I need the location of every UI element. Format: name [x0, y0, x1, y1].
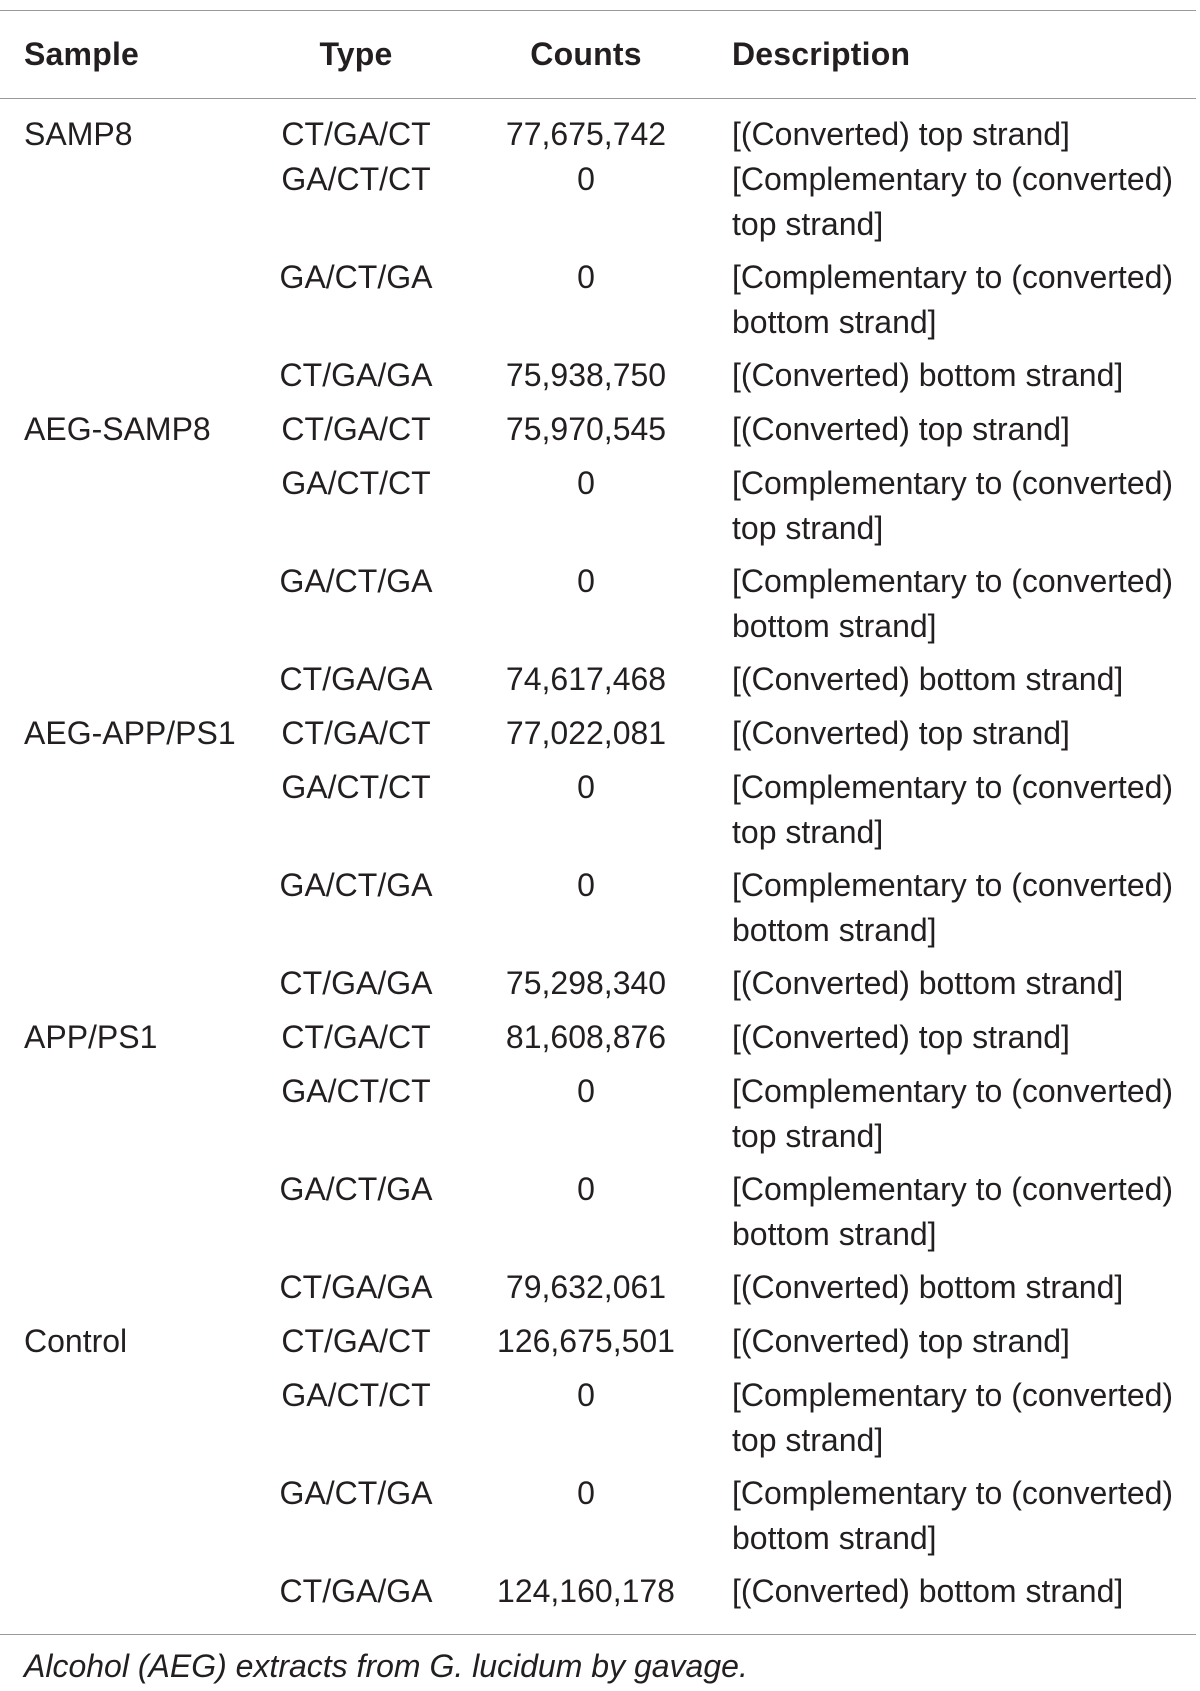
cell-sample: [0, 157, 262, 255]
header-counts: Counts: [530, 36, 642, 72]
cell-counts: 81,608,876: [505, 1019, 667, 1055]
table-header-row: [0, 11, 1196, 98]
cell-sample: [0, 657, 262, 711]
cell-description: [Complementary to (converted) top strand]: [732, 769, 1174, 850]
cell-type: GA/CT/CT: [281, 1073, 431, 1109]
cell-type: CT/GA/CT: [281, 715, 431, 751]
cell-sample: [0, 1373, 262, 1471]
data-table: [0, 11, 1196, 1623]
cell-description: [Complementary to (converted) top strand]: [732, 1377, 1174, 1458]
cell-type: CT/GA/CT: [281, 1019, 431, 1055]
cell-counts: 0: [577, 769, 595, 805]
cell-description: [Complementary to (converted) bottom strand]: [732, 563, 1174, 644]
table-row: [0, 1319, 1196, 1373]
cell-type: CT/GA/CT: [281, 1323, 431, 1359]
cell-sample: AEG-APP/PS1: [24, 715, 236, 751]
cell-counts: 0: [577, 1475, 595, 1511]
cell-counts: 0: [577, 161, 595, 197]
table-row: [0, 255, 1196, 353]
cell-description: [Complementary to (converted) bottom strand]: [732, 867, 1174, 948]
cell-description: [Complementary to (converted) top strand]: [732, 465, 1174, 546]
cell-type: CT/GA/CT: [281, 116, 431, 152]
cell-description: [(Converted) top strand]: [732, 1323, 1070, 1359]
cell-type: CT/GA/GA: [279, 965, 433, 1001]
cell-sample: [0, 255, 262, 353]
cell-description: [(Converted) bottom strand]: [732, 1269, 1124, 1305]
cell-type: GA/CT/GA: [279, 259, 433, 295]
cell-type: GA/CT/GA: [279, 1171, 433, 1207]
cell-description: [Complementary to (converted) bottom strand]: [732, 1171, 1174, 1252]
cell-description: [Complementary to (converted) top strand]: [732, 161, 1174, 242]
cell-description: [(Converted) bottom strand]: [732, 357, 1124, 393]
table-row: [0, 1471, 1196, 1569]
table-row: [0, 1069, 1196, 1167]
table-row: [0, 711, 1196, 765]
table-row: [0, 98, 1196, 157]
cell-type: GA/CT/CT: [281, 161, 431, 197]
cell-sample: [0, 863, 262, 961]
cell-sample: [0, 1471, 262, 1569]
cell-sample: [0, 1069, 262, 1167]
cell-counts: 0: [577, 867, 595, 903]
cell-counts: 0: [577, 259, 595, 295]
header-sample: Sample: [24, 36, 140, 72]
cell-description: [(Converted) bottom strand]: [732, 1573, 1124, 1609]
cell-description: [Complementary to (converted) bottom strand]: [732, 259, 1174, 340]
cell-type: CT/GA/GA: [279, 1269, 433, 1305]
cell-description: [(Converted) bottom strand]: [732, 661, 1124, 697]
table-row: [0, 765, 1196, 863]
cell-sample: [0, 1167, 262, 1265]
table-row: [0, 1569, 1196, 1623]
cell-sample: APP/PS1: [24, 1019, 158, 1055]
table-row: [0, 157, 1196, 255]
cell-sample: [0, 461, 262, 559]
header-type: Type: [319, 36, 393, 72]
table-row: [0, 1167, 1196, 1265]
cell-counts: 0: [577, 1073, 595, 1109]
cell-type: GA/CT/GA: [279, 1475, 433, 1511]
cell-description: [(Converted) bottom strand]: [732, 965, 1124, 1001]
cell-counts: 0: [577, 1171, 595, 1207]
cell-description: [Complementary to (converted) top strand]: [732, 1073, 1174, 1154]
cell-description: [(Converted) top strand]: [732, 1019, 1070, 1055]
cell-type: CT/GA/CT: [281, 411, 431, 447]
cell-counts: 74,617,468: [505, 661, 667, 697]
cell-type: GA/CT/CT: [281, 1377, 431, 1413]
cell-counts: 0: [577, 1377, 595, 1413]
cell-type: CT/GA/GA: [279, 661, 433, 697]
cell-type: GA/CT/CT: [281, 465, 431, 501]
cell-type: CT/GA/GA: [279, 357, 433, 393]
cell-type: GA/CT/GA: [279, 867, 433, 903]
table-row: [0, 1015, 1196, 1069]
cell-type: CT/GA/GA: [279, 1573, 433, 1609]
cell-sample: SAMP8: [24, 116, 133, 152]
cell-sample: [0, 765, 262, 863]
cell-sample: [0, 961, 262, 1015]
cell-description: [(Converted) top strand]: [732, 116, 1070, 152]
cell-counts: 75,938,750: [505, 357, 667, 393]
table-row: [0, 559, 1196, 657]
table-bottom-rule: [0, 1634, 1196, 1635]
cell-counts: 77,675,742: [505, 116, 667, 152]
cell-sample: [0, 559, 262, 657]
cell-description: [(Converted) top strand]: [732, 715, 1070, 751]
cell-counts: 77,022,081: [505, 715, 667, 751]
table-row: [0, 657, 1196, 711]
table-row: [0, 461, 1196, 559]
cell-counts: 126,675,501: [497, 1323, 675, 1359]
cell-sample: [0, 1265, 262, 1319]
table-row: [0, 1265, 1196, 1319]
cell-type: GA/CT/GA: [279, 563, 433, 599]
cell-description: [Complementary to (converted) bottom strand]: [732, 1475, 1174, 1556]
table-row: [0, 961, 1196, 1015]
cell-counts: 124,160,178: [497, 1573, 675, 1609]
table-row: [0, 353, 1196, 407]
cell-counts: 0: [577, 563, 595, 599]
table-row: [0, 1373, 1196, 1471]
cell-counts: 0: [577, 465, 595, 501]
table-row: [0, 407, 1196, 461]
cell-counts: 75,970,545: [505, 411, 667, 447]
table-footnote: Alcohol (AEG) extracts from G. lucidum by gavage.: [24, 1648, 748, 1684]
cell-counts: 75,298,340: [505, 965, 667, 1001]
cell-type: GA/CT/CT: [281, 769, 431, 805]
cell-counts: 79,632,061: [505, 1269, 667, 1305]
cell-sample: [0, 1569, 262, 1623]
cell-description: [(Converted) top strand]: [732, 411, 1070, 447]
cell-sample: AEG-SAMP8: [24, 411, 211, 447]
table-row: [0, 863, 1196, 961]
header-description: Description: [732, 36, 911, 72]
cell-sample: [0, 353, 262, 407]
cell-sample: Control: [24, 1323, 128, 1359]
